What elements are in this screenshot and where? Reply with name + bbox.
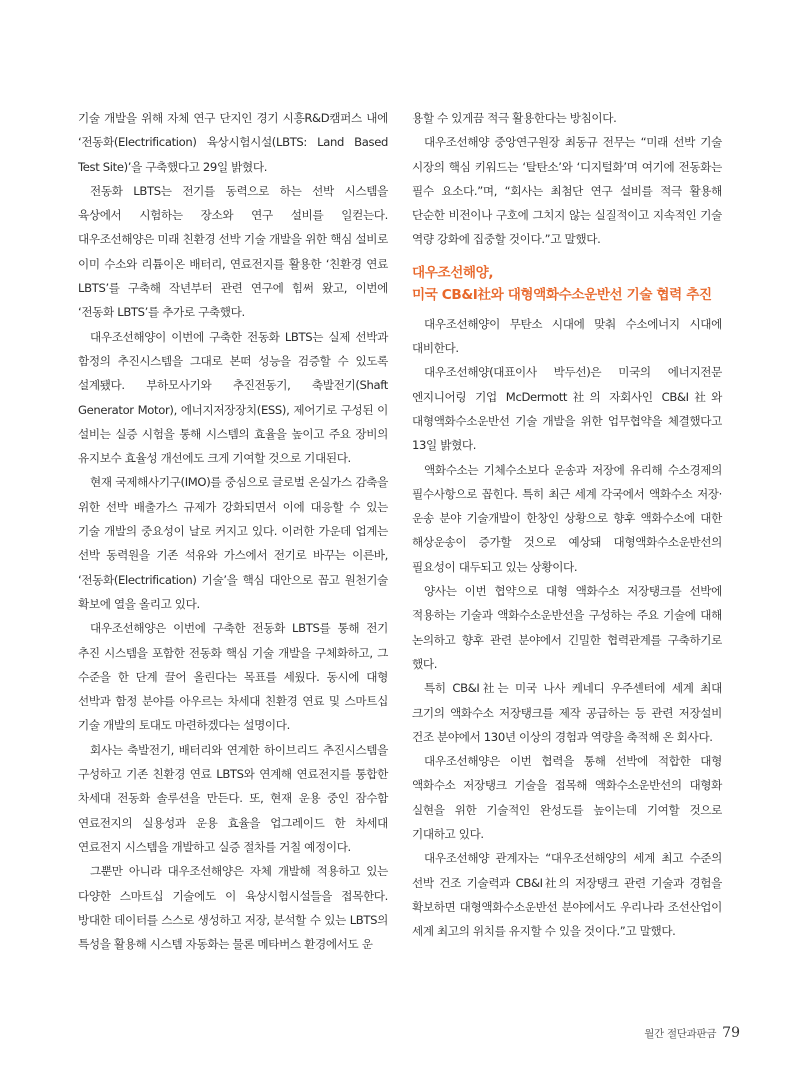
body-paragraph: 용할 수 있게끔 적극 활용한다는 방침이다. (412, 111, 617, 125)
body-paragraph: 대우조선해양은 이번에 구축한 전동화 LBTS를 통해 전기 추진 시스템을 포함한 전동화 핵심 기술 개발을 구체화하고, 그 수준을 한 단계 끌어 올린다는 목표를 세웠다. 동시에 대형 선박과 함정 분야를 아우르는 차세대 친환경 연료 및 스마트십 기술 개발의 토대도 마련하겠다는 설명이다. (78, 621, 388, 733)
right-column (412, 106, 722, 944)
body-paragraph: 그뿐만 아니라 대우조선해양은 자체 개발해 적용하고 있는 다양한 스마트십 기술에도 이 육상시험시설들을 접목한다. 방대한 데이터를 스스로 생성하고 저장, 분석할 수 있는 LBTS의 특성을 활용해 시스템 자동화는 물론 메타버스 환경에서도 운 (78, 864, 388, 952)
body-paragraph: 대우조선해양이 이번에 구축한 전동화 LBTS는 실제 선박과 함정의 추진시스템을 그대로 본떠 성능을 검증할 수 있도록 설계됐다. 부하모사기와 추진전동기, 축발전기(Shaft Generator Motor), 에너지저장장치(ESS), 제어기로 구성된 이 설비는 실증 시험을 통해 시스템의 효율을 높이고 주요 장비의 유지보수 효율성 개선에도 크게 기여할 것으로 기대된다. (78, 329, 388, 466)
magazine-title: 월간 절단과판금 (644, 1028, 717, 1040)
body-paragraph: 대우조선해양(대표이사 박두선)은 미국의 에너지전문 엔지니어링 기업 McDermott社의 자회사인 CB&I社와 대형액화수소운반선 기술 개발을 위한 업무협약을 체결했다고 13일 밝혔다. (412, 365, 722, 453)
body-paragraph: 기술 개발을 위해 자체 연구 단지인 경기 시흥R&D캠퍼스 내에 ‘전동화(Electrification) 육상시험시설(LBTS: Land Based Test Site)’을 구축했다고 29일 밝혔다. (78, 111, 388, 174)
body-paragraph: 대우조선해양이 무탄소 시대에 맞춰 수소에너지 시대에 대비한다. (412, 316, 722, 356)
section-heading-line1: 대우조선해양, (412, 264, 494, 281)
body-paragraph: 대우조선해양 중앙연구원장 최동규 전무는 “미래 선박 기술 시장의 핵심 키워드는 ‘탈탄소’와 ‘디지털화’며 여기에 전동화는 필수 요소다.”며, “회사는 최첨단 연구 설비를 적극 활용해 단순한 비전이나 구호에 그치지 않는 실질적이고 지속적인 기술 역량 강화에 집중할 것이다.”고 말했다. (412, 135, 722, 247)
body-paragraph: 전동화 LBTS는 전기를 동력으로 하는 선박 시스템을 육상에서 시험하는 장소와 연구 설비를 일컫는다. 대우조선해양은 미래 친환경 선박 기술 개발을 위한 핵심 설비로 이미 수소와 리튬이온 배터리, 연료전지를 활용한 ‘친환경 연료 LBTS’를 구축해 작년부터 관련 연구에 힘써 왔고, 이번에 ‘전동화 LBTS’를 추가로 구축했다. (78, 183, 388, 320)
body-paragraph: 대우조선해양 관계자는 “대우조선해양의 세계 최고 수준의 선박 건조 기술력과 CB&I社의 저장탱크 관련 기술과 경험을 확보하면 대형액화수소운반선 분야에서도 우리나라 조선산업이 세계 최고의 위치를 유지할 수 있을 것이다.”고 말했다. (412, 851, 722, 939)
body-paragraph: 현재 국제해사기구(IMO)를 중심으로 글로벌 온실가스 감축을 위한 선박 배출가스 규제가 강화되면서 이에 대응할 수 있는 기술 개발의 중요성이 날로 커지고 있다. 이러한 가운데 업계는 선박 동력원을 기존 석유와 가스에서 전기로 바꾸는 이른바, ‘전동화(Electrification) 기술’을 핵심 대안으로 꼽고 원천기술 확보에 열을 올리고 있다. (78, 475, 388, 611)
section-heading (412, 262, 722, 306)
body-paragraph: 액화수소는 기체수소보다 운송과 저장에 유리해 수소경제의 필수사항으로 꼽힌다. 특히 최근 세계 각국에서 액화수소 저장·운송 분야 기술개발이 한창인 상황으로 향후 액화수소에 대한 해상운송이 증가할 것으로 예상돼 대형액화수소운반선의 필요성이 대두되고 있는 상황이다. (412, 462, 722, 574)
body-paragraph: 대우조선해양은 이번 협력을 통해 선박에 적합한 대형 액화수소 저장탱크 기술을 접목해 액화수소운반선의 대형화 실현을 위한 기술적인 완성도를 높이는데 기여할 것으로 기대하고 있다. (412, 754, 722, 842)
section-heading-line2: 미국 CB&I社와 대형액화수소운반선 기술 협력 추진 (412, 286, 712, 303)
page-number: 79 (722, 1025, 740, 1041)
left-column (78, 106, 388, 956)
body-paragraph: 특히 CB&I社는 미국 나사 케네디 우주센터에 세계 최대 크기의 액화수소 저장탱크를 제작 공급하는 등 관련 저장설비 건조 분야에서 130년 이상의 경험과 역량을 축적해 온 회사다. (412, 681, 722, 744)
body-paragraph: 회사는 축발전기, 배터리와 연계한 하이브리드 추진시스템을 구성하고 기존 친환경 연료 LBTS와 연계해 연료전지를 통합한 차세대 전동화 솔루션을 만든다. 또, 현재 운용 중인 잠수함 연료전지의 실용성과 운용 효율을 업그레이드 한 차세대 연료전지 시스템을 개발하고 실증 절차를 거칠 예정이다. (78, 742, 388, 854)
body-paragraph: 양사는 이번 협약으로 대형 액화수소 저장탱크를 선박에 적용하는 기술과 액화수소운반선을 구성하는 주요 기술에 대해 논의하고 향후 관련 분야에서 긴밀한 협력관계를 구축하기로 했다. (412, 584, 722, 671)
page-footer (644, 1025, 740, 1041)
